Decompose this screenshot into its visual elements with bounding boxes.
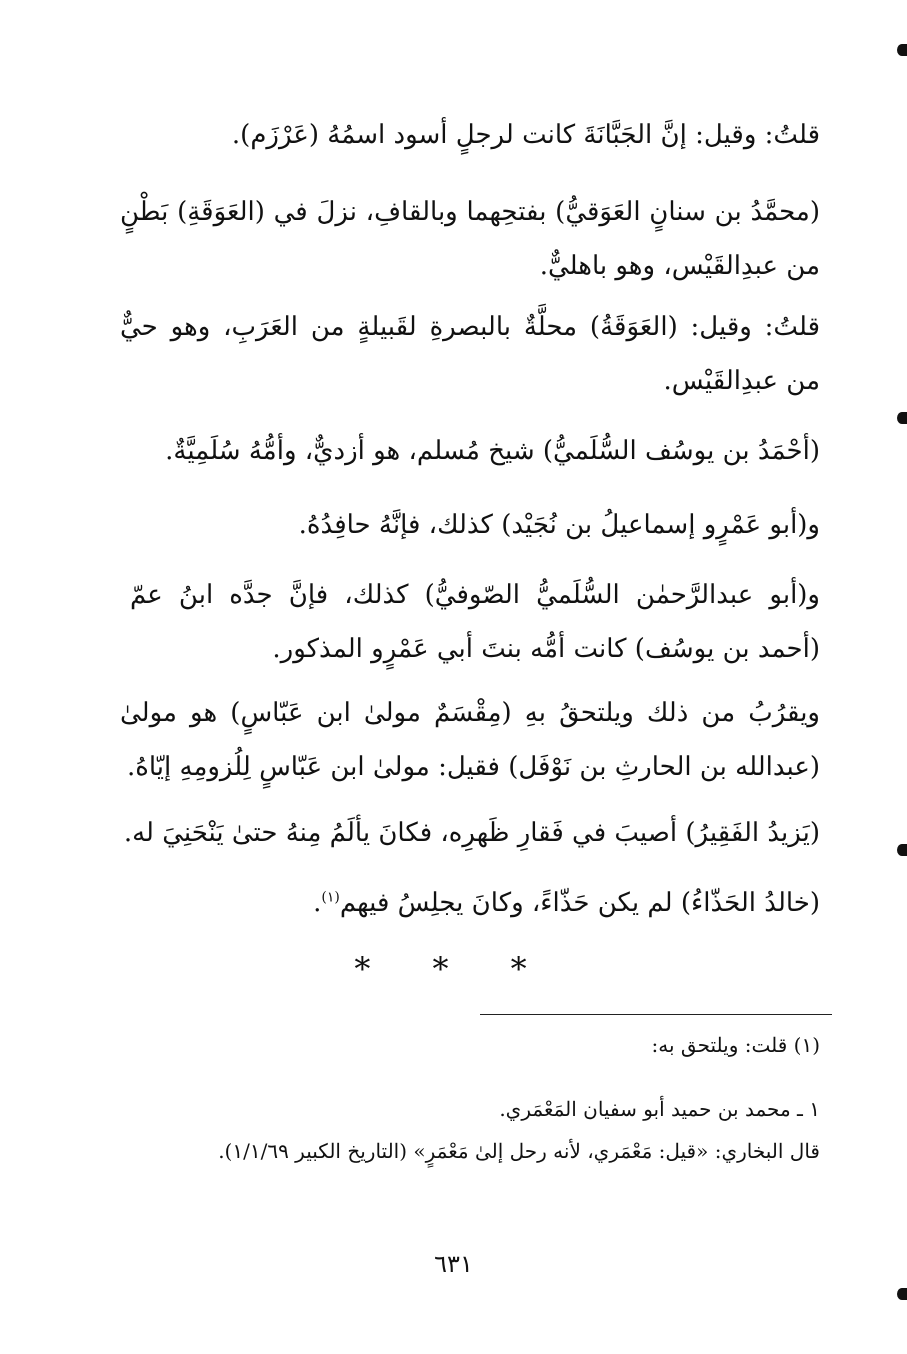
footnote-line-2: ١ ـ محمد بن حميد أبو سفيان المَعْمَري. <box>499 1097 820 1121</box>
footnote-line-3: قال البخاري: «قيل: مَعْمَري، لأنه رحل إلىٰ مَعْمَرٍ» (التاريخ الكبير ١/١/٦٩). <box>218 1139 820 1163</box>
section-separator: * * * <box>354 950 553 988</box>
footnote-reference: (١) <box>321 889 340 906</box>
margin-mark <box>897 844 907 856</box>
footnote-1: (١) قلت: ويلتحق به: <box>651 1033 820 1057</box>
paragraph-8: (يَزيدُ الفَقِيرُ) أصيبَ في فَقارِ ظَهرِه، فكانَ يألَمُ مِنهُ حتىٰ يَنْحَنِيَ له. <box>123 818 820 848</box>
paragraph-1: قلتُ: وقيل: إنَّ الجَبَّانَةَ كانت لرجلٍ أسود اسمُهُ (عَرْزَم). <box>231 120 820 150</box>
margin-mark <box>897 412 907 424</box>
paragraph-9-end: . <box>313 888 322 918</box>
paragraph-3: قلتُ: وقيل: (العَوَقَةُ) محلَّةٌ بالبصرةِ لقَبيلةٍ من العَرَبِ، وهو حيٌّ من عبدِالقَيْس. <box>120 312 820 396</box>
paragraph-9 <box>120 876 820 930</box>
paragraph-7: ويقرُبُ من ذلك ويلتحقُ بهِ (مِقْسَمٌ مولىٰ ابن عَبّاسٍ) هو مولىٰ (عبدالله بن الحارثِ بن نَوْفَل) فقيل: مولىٰ ابن عَبّاسٍ لِلُزومِهِ إيّاهُ. <box>120 698 820 782</box>
margin-mark <box>897 1288 907 1300</box>
paragraph-9-text: (خالدُ الحَذّاءُ) لم يكن حَذّاءً، وكانَ يجلِسُ فيهم <box>339 888 820 918</box>
paragraph-2: (محمَّدُ بن سنانٍ العَوَقيُّ) بفتحِهما وبالقافِ، نزلَ في (العَوَقَةِ) بَطْنٍ من عبدِالقَيْس، وهو باهليٌّ. <box>120 197 820 281</box>
paragraph-5: و(أبو عَمْرٍو إسماعيلُ بن نُجَيْد) كذلك، فإنَّهُ حافِدُهُ. <box>298 510 820 540</box>
page-number: ٦٣١ <box>434 1250 473 1278</box>
footnote-divider <box>480 1014 832 1015</box>
paragraph-6: و(أبو عبدالرَّحمٰن السُّلَميُّ الصّوفيُّ) كذلك، فإنَّ جدَّه ابنُ عمّ (أحمد بن يوسُف) كانت أمُّه بنتَ أبي عَمْرٍو المذكور. <box>130 580 820 664</box>
paragraph-4: (أحْمَدُ بن يوسُف السُّلَميُّ) شيخ مُسلم، هو أزديٌّ، وأمُّهُ سُلَمِيَّةٌ. <box>165 436 820 466</box>
margin-mark <box>897 44 907 56</box>
